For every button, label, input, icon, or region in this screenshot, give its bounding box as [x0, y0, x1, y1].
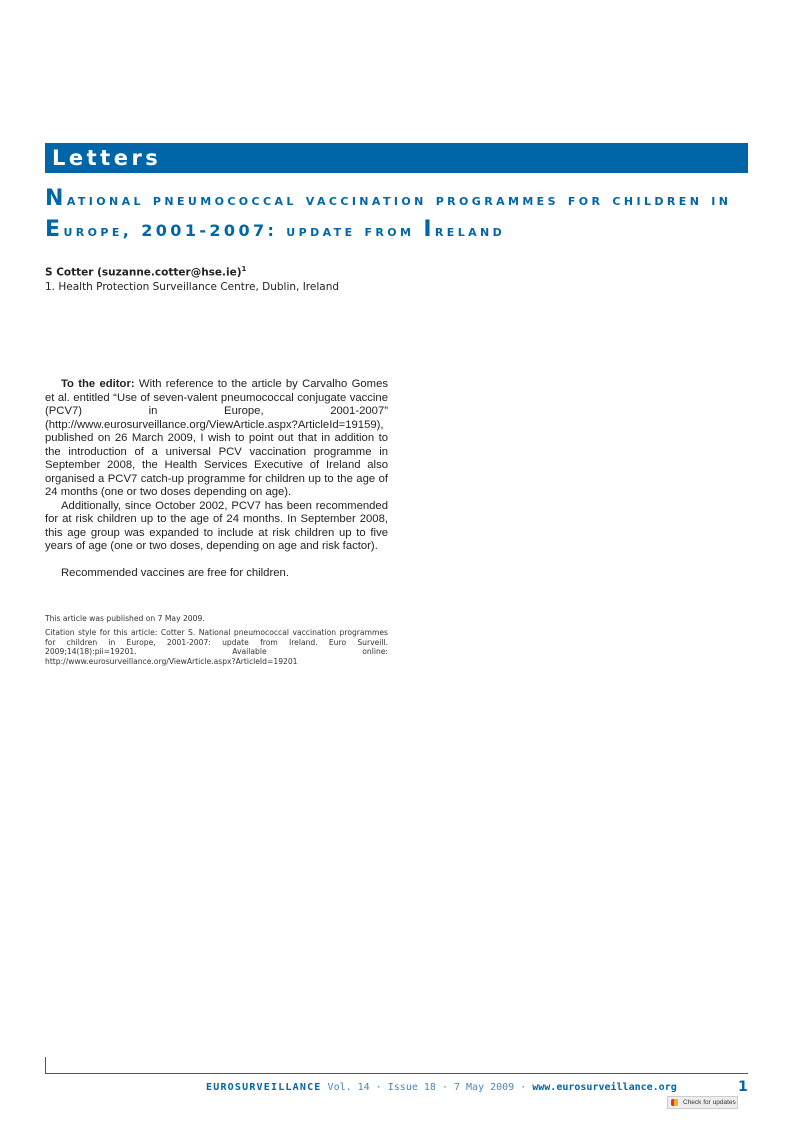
title-segment: urope, 2001-2007: update from [63, 221, 424, 240]
title-segment: I [423, 217, 435, 242]
letter-body [45, 378, 388, 580]
section-header-bar [45, 143, 748, 173]
publication-note: This article was published on 7 May 2009. [45, 614, 205, 623]
article-title [45, 184, 755, 246]
footer-rule-vertical [45, 1057, 46, 1074]
salutation: To the editor: [61, 378, 135, 390]
check-for-updates-button[interactable] [667, 1096, 738, 1109]
body-paragraph-3: Recommended vaccines are free for children. [61, 566, 289, 579]
author-name: S Cotter (suzanne.cotter@hse.ie) [45, 266, 242, 279]
journal-name: EUROSURVEILLANCE [206, 1082, 322, 1093]
journal-url[interactable]: www.eurosurveillance.org [532, 1082, 677, 1093]
footer-rule [45, 1073, 748, 1074]
title-segment: ational pneumococcal vaccination programmes for children in [66, 190, 732, 209]
title-segment: N [45, 186, 67, 211]
section-label: Letters [52, 146, 162, 170]
affiliation: 1. Health Protection Surveillance Centre, Dublin, Ireland [45, 281, 340, 293]
issue-info: Vol. 14 · Issue 18 · 7 May 2009 · [321, 1082, 533, 1093]
citation-note: Citation style for this article: Cotter S. National pneumococcal vaccination programmes for children in Europe, 2001-2007: update from Ireland. Euro Surveill. 2009;14(18):pii=19201. Available online: http://www.eurosurveillance.org/ViewArticle.aspx?ArticleId=19201 [45, 628, 388, 666]
body-paragraph-1-text: With reference to the article by Carvalho Gomes et al. entitled “Use of seven-valent pneumococcal conjugate vaccine (PCV7) in Europe, 2001-2007” (http://www.eurosurveillance.org/ViewArticle.aspx?ArticleId=19159), published on 26 March 2009, I wish to point out that in addition to the introduction of a universal PCV vaccination programme in September 2008, the Health Services Executive of Ireland also organised a PCV7 catch-up programme for children up to the age of 24 months (one or two doses depending on age). [45, 378, 389, 498]
check-for-updates-label: Check for updates [683, 1099, 736, 1106]
title-segment: E [45, 217, 64, 242]
title-segment: reland [434, 221, 506, 240]
page-number: 1 [738, 1079, 748, 1095]
check-for-updates-icon [671, 1099, 678, 1106]
body-paragraph-2: Additionally, since October 2002, PCV7 has been recommended for at risk children up to the age of 24 months. In September 2008, this age group was expanded to include at risk children up to five years of age (one or two doses, depending on age and risk factor). [45, 499, 388, 552]
body-paragraph-1 [45, 378, 388, 500]
author-line [45, 265, 246, 279]
author-affiliation-marker: 1 [241, 265, 247, 273]
footer [206, 1082, 677, 1093]
